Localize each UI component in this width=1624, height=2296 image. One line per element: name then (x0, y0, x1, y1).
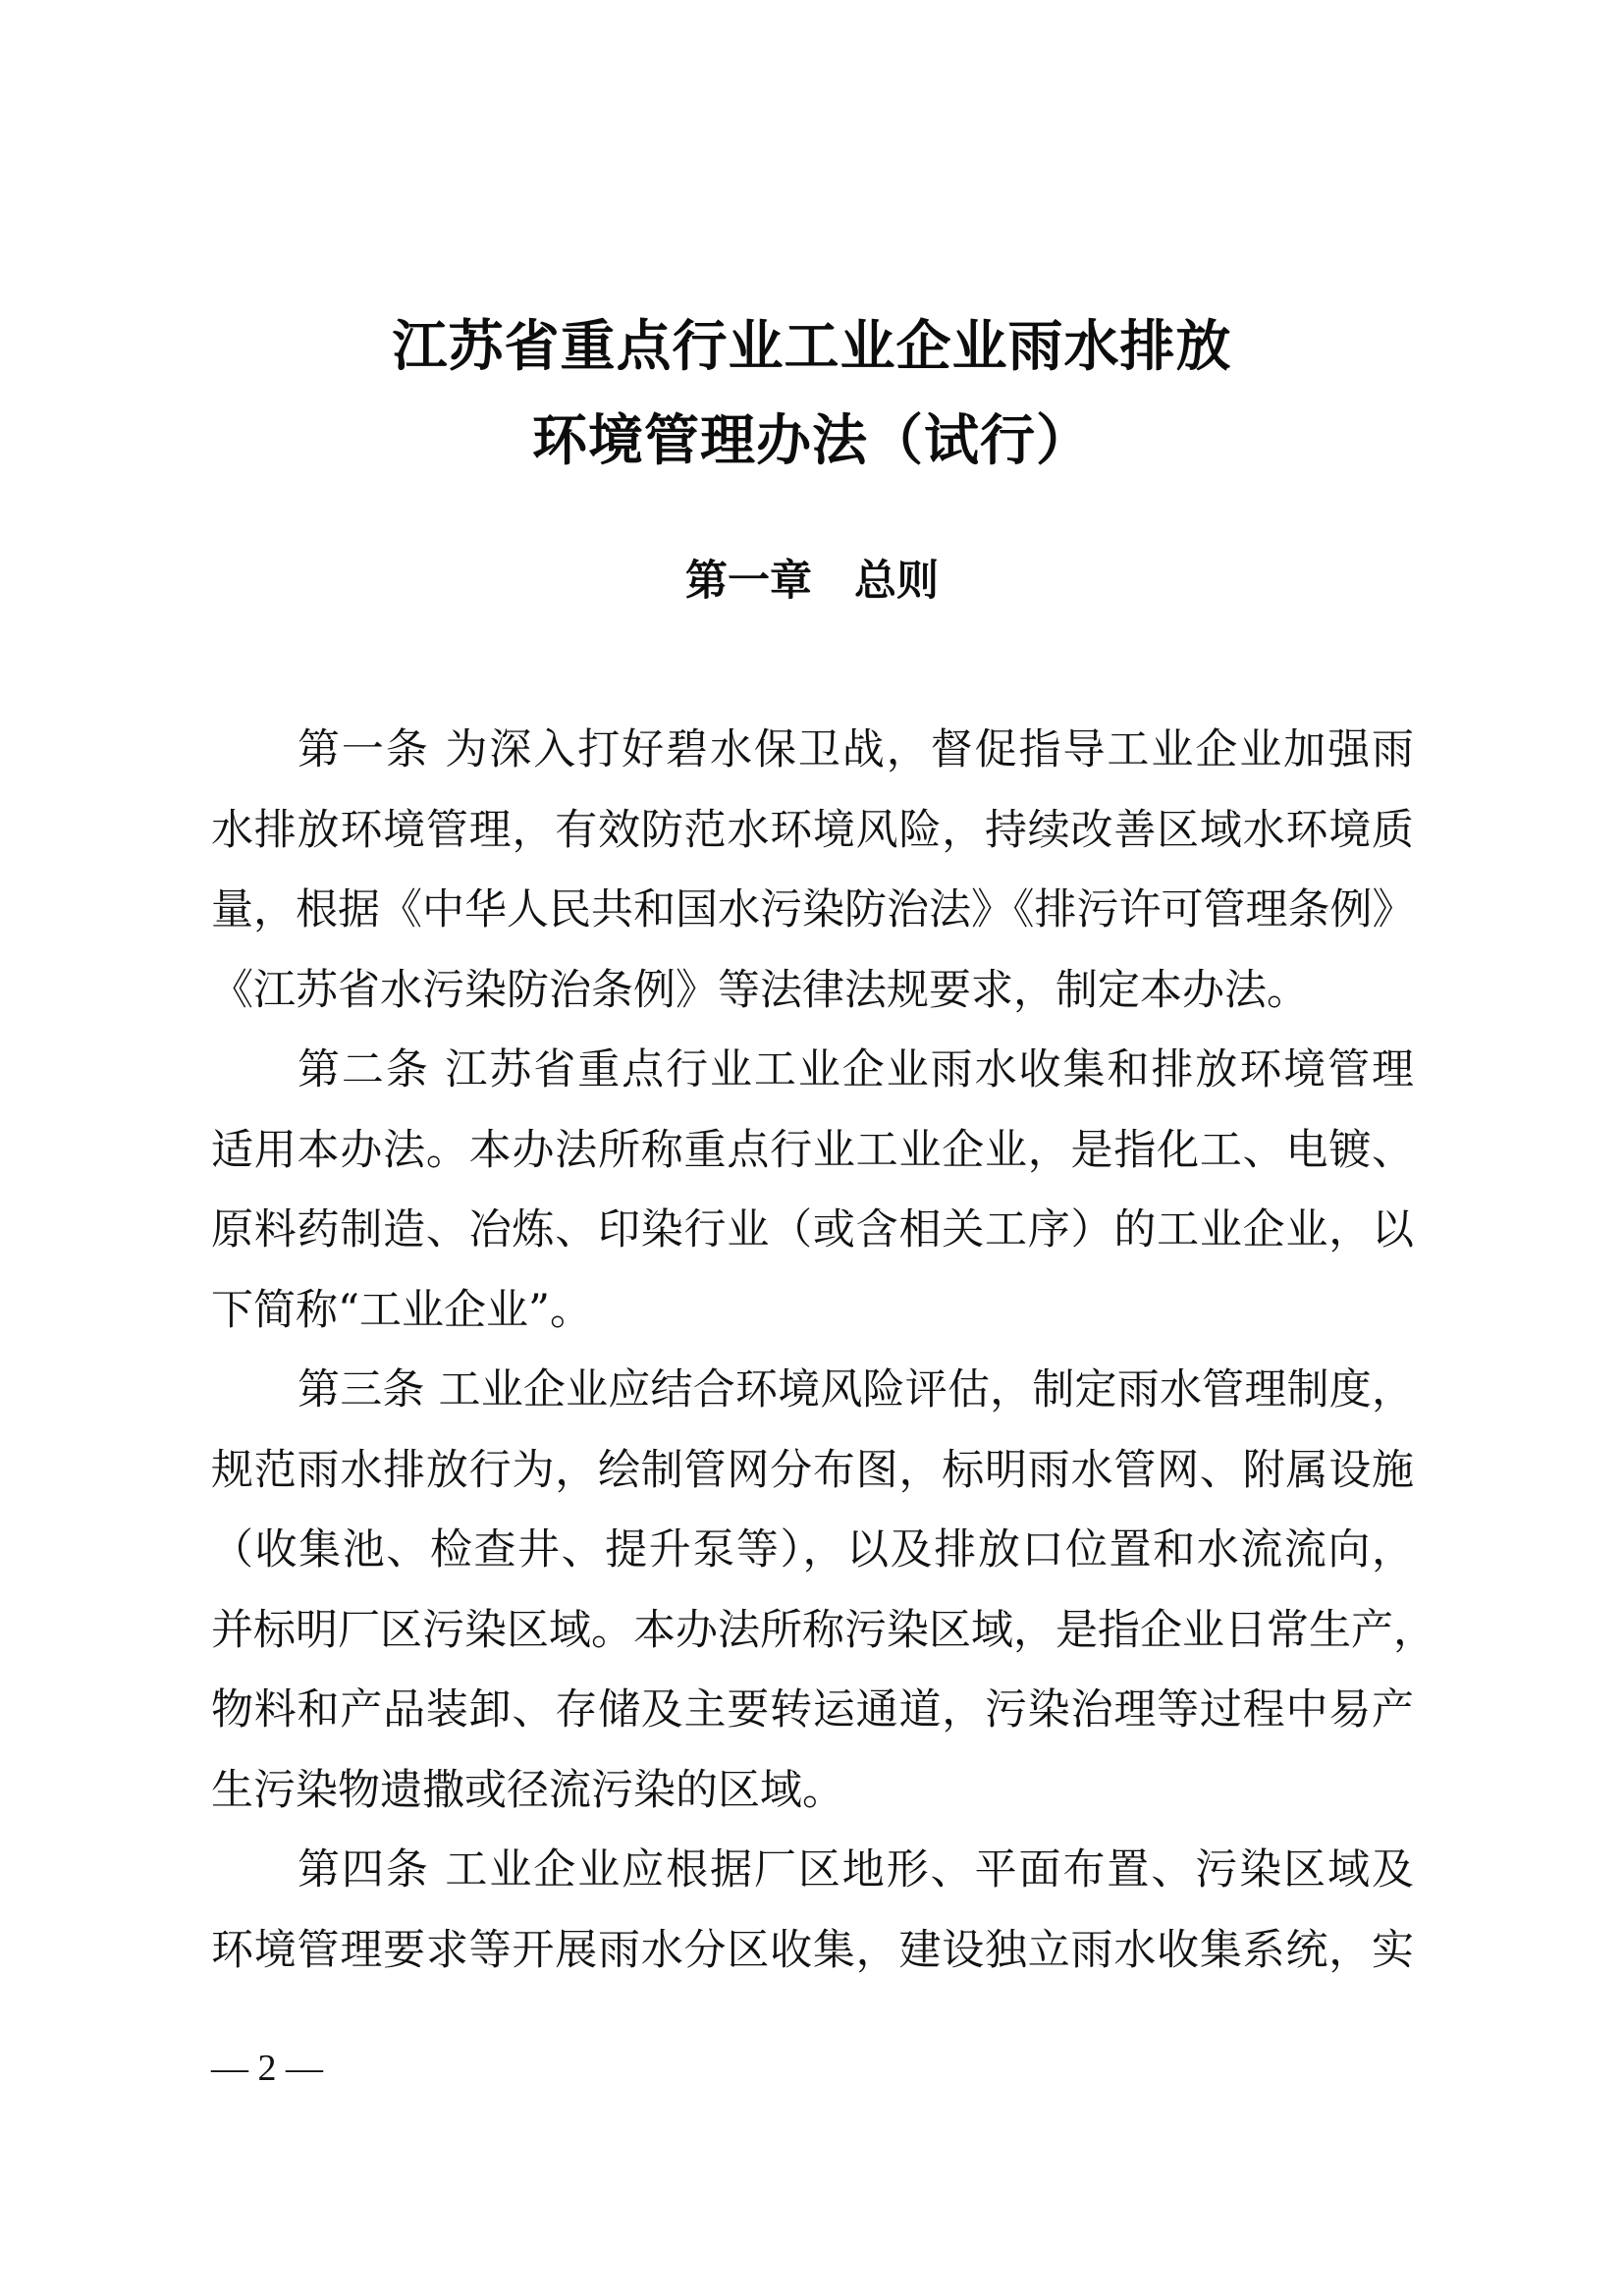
body-line: 适用本办法。本办法所称重点行业工业企业，是指化工、电镀、 (211, 1125, 1414, 1175)
body-line: 第一条 为深入打好碧水保卫战，督促指导工业企业加强雨 (298, 725, 1414, 774)
document-title (0, 300, 1624, 489)
body-line: 第四条 工业企业应根据厂区地形、平面布置、污染区域及 (298, 1845, 1414, 1895)
document-title-line-2: 环境管理办法（试行） (532, 408, 1092, 473)
body-line: 原料药制造、冶炼、印染行业（或含相关工序）的工业企业，以 (211, 1205, 1414, 1255)
body-line: 下简称“工业企业”。 (211, 1285, 592, 1335)
body-line: 水排放环境管理，有效防范水环境风险，持续改善区域水环境质 (211, 805, 1414, 855)
body-line: 并标明厂区污染区域。本办法所称污染区域，是指企业日常生产， (211, 1605, 1435, 1655)
body-line: 第三条 工业企业应结合环境风险评估，制定雨水管理制度， (298, 1365, 1414, 1415)
body-text (211, 711, 1435, 1991)
body-line: 生污染物遗撒或径流污染的区域。 (211, 1765, 844, 1815)
body-line: 环境管理要求等开展雨水分区收集，建设独立雨水收集系统，实 (211, 1925, 1414, 1975)
body-line: （收集池、检查井、提升泵等），以及排放口位置和水流流向， (211, 1525, 1414, 1575)
body-line: 规范雨水排放行为，绘制管网分布图，标明雨水管网、附属设施 (211, 1445, 1414, 1495)
body-line: 量，根据《中华人民共和国水污染防治法》《排污许可管理条例》 (211, 885, 1415, 934)
body-line: 《江苏省水污染防治条例》等法律法规要求，制定本办法。 (211, 965, 1309, 1015)
body-line: 第二条 江苏省重点行业工业企业雨水收集和排放环境管理 (298, 1045, 1414, 1095)
body-line: 物料和产品装卸、存储及主要转运通道，污染治理等过程中易产 (211, 1685, 1414, 1735)
document-title-line-1: 江苏省重点行业工业企业雨水排放 (392, 314, 1232, 379)
chapter-heading: 第一章 总则 (685, 557, 939, 606)
page-number: — 2 — (211, 2048, 323, 2089)
